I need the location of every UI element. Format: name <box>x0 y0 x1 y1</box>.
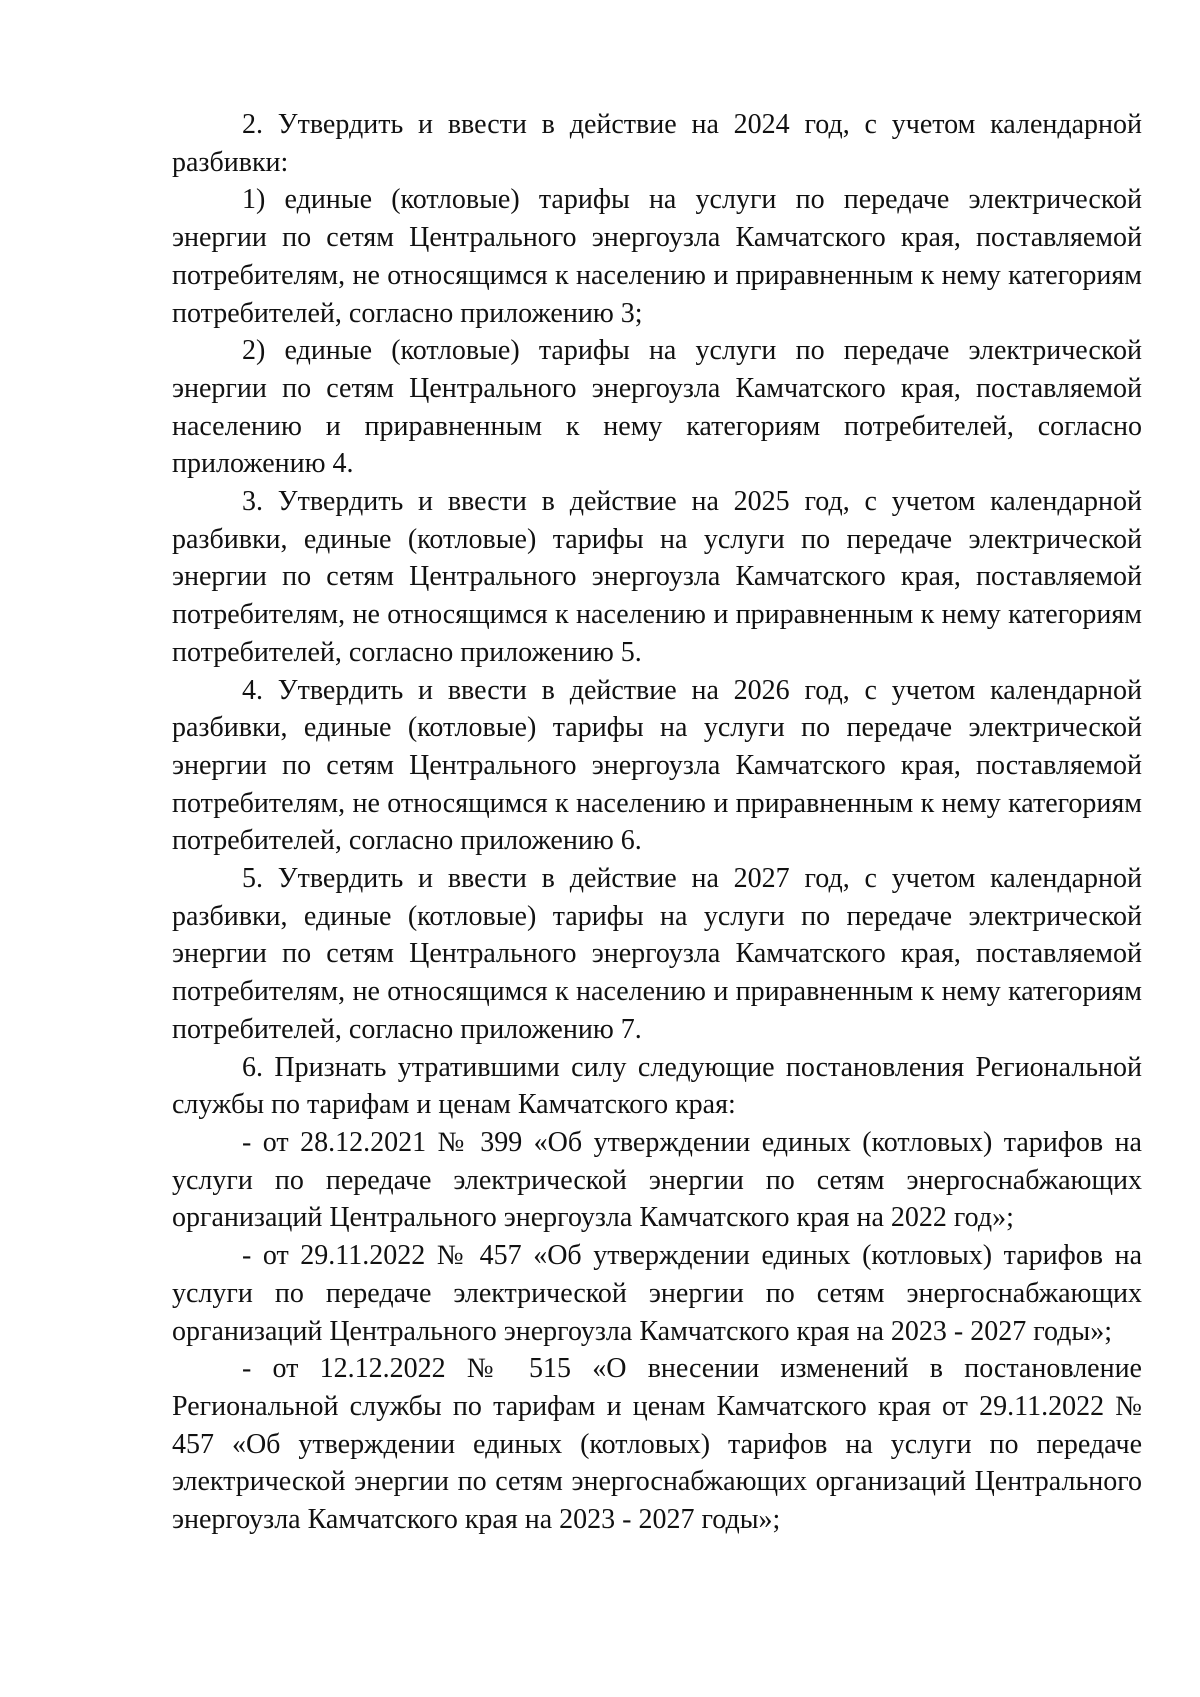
paragraph-item-2: 2. Утвердить и ввести в действие на 2024 год, с учетом календарной разбивки: <box>172 109 1142 178</box>
paragraph-item-3: 3. Утвердить и ввести в действие на 2025 год, с учетом календарной разбивки, единые (котловые) тарифы на услуги по передаче электрической энергии по сетям Центрального энергоузла Камчатского края, поставляемой потребителям, не относящимся к населению и приравненным к нему категориям потребителей, согласно приложению 5. <box>172 486 1142 668</box>
paragraph-subitem-2: 2) единые (котловые) тарифы на услуги по передаче электрической энергии по сетям Центрального энергоузла Камчатского края, поставляемой населению и приравненным к нему категориям потребителей, согласно приложению 4. <box>172 335 1142 480</box>
paragraph-item-5: 5. Утвердить и ввести в действие на 2027 год, с учетом календарной разбивки, единые (котловые) тарифы на услуги по передаче электрической энергии по сетям Центрального энергоузла Камчатского края, поставляемой потребителям, не относящимся к населению и приравненным к нему категориям потребителей, согласно приложению 7. <box>172 863 1142 1045</box>
paragraph-repeal-515: - от 12.12.2022 № 515 «О внесении изменений в постановление Региональной службы по тарифам и ценам Камчатского края от 29.11.2022 № 457 «Об утверждении единых (котловых) тарифов на услуги по передаче электрической энергии по сетям энергоснабжающих организаций Центрального энергоузла Камчатского края на 2023 - 2027 годы»; <box>172 1353 1142 1536</box>
paragraph-item-4: 4. Утвердить и ввести в действие на 2026 год, с учетом календарной разбивки, единые (котловые) тарифы на услуги по передаче электрической энергии по сетям Центрального энергоузла Камчатского края, поставляемой потребителям, не относящимся к населению и приравненным к нему категориям потребителей, согласно приложению 6. <box>172 674 1142 857</box>
paragraph-subitem-1: 1) единые (котловые) тарифы на услуги по передаче электрической энергии по сетям Центрального энергоузла Камчатского края, поставляемой потребителям, не относящимся к населению и приравненным к нему категориям потребителей, согласно приложению 3; <box>172 184 1142 329</box>
paragraph-repeal-399: - от 28.12.2021 № 399 «Об утверждении единых (котловых) тарифов на услуги по передаче электрической энергии по сетям энергоснабжающих организаций Центрального энергоузла Камчатского края на 2022 год»; <box>172 1126 1142 1234</box>
document-page <box>172 106 1142 1539</box>
paragraph-item-6: 6. Признать утратившими силу следующие постановления Региональной службы по тарифам и ценам Камчатского края: <box>172 1051 1142 1121</box>
paragraph-repeal-457: - от 29.11.2022 № 457 «Об утверждении единых (котловых) тарифов на услуги по передаче электрической энергии по сетям энергоснабжающих организаций Центрального энергоузла Камчатского края на 2023 - 2027 годы»; <box>172 1240 1142 1347</box>
